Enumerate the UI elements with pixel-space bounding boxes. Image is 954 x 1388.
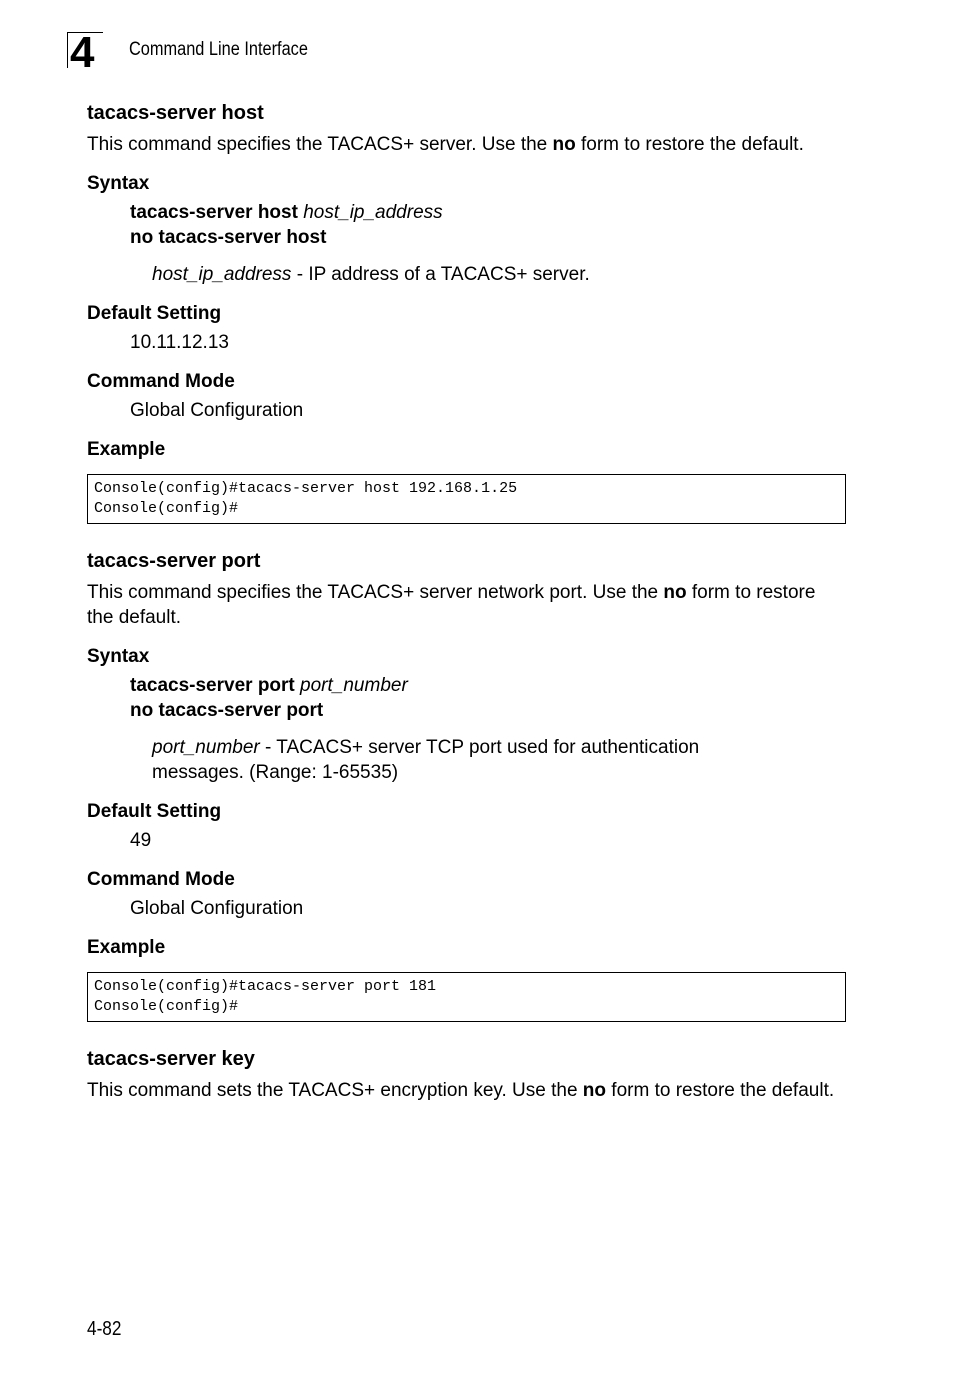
default-value: 10.11.12.13 (130, 332, 229, 353)
code-line: Console(config)# (94, 998, 239, 1015)
desc-text: form to restore the default. (87, 582, 816, 628)
syntax-command (87, 673, 847, 698)
param-desc: - IP address of a TACACS+ server. (291, 264, 590, 285)
command-description (87, 580, 847, 630)
code-line: Console(config)#tacacs-server port 181 (94, 978, 437, 995)
desc-keyword: no (663, 582, 687, 603)
syntax-keyword: tacacs-server port (130, 675, 295, 696)
page-header (67, 28, 367, 77)
desc-keyword: no (582, 1080, 607, 1101)
desc-text: This command specifies the TACACS+ server network port. Use the (87, 582, 664, 603)
default-value: 49 (130, 830, 152, 851)
syntax-heading: Syntax (87, 646, 150, 667)
chapter-number: 4 (67, 32, 103, 68)
mode-heading: Command Mode (87, 371, 235, 392)
syntax-heading: Syntax (87, 173, 150, 194)
desc-text: form to restore the default. (606, 1080, 835, 1101)
desc-keyword: no (552, 134, 576, 155)
param-name: host_ip_address (152, 264, 292, 285)
mode-heading: Command Mode (87, 869, 235, 890)
command-section-port (87, 548, 847, 1022)
command-title: tacacs-server key (87, 1048, 255, 1070)
desc-text: This command sets the TACACS+ encryption key. Use the (87, 1080, 583, 1101)
syntax-param: port_number (300, 675, 408, 696)
desc-text: This command specifies the TACACS+ server. Use the (87, 134, 553, 155)
command-description (87, 132, 847, 157)
default-heading: Default Setting (87, 801, 222, 822)
syntax-param: host_ip_address (303, 202, 443, 223)
command-section-host (87, 100, 847, 524)
syntax-command (87, 200, 847, 225)
command-title: tacacs-server host (87, 102, 264, 124)
mode-value: Global Configuration (130, 898, 304, 919)
chapter-title: Command Line Interface (129, 39, 308, 60)
example-code (87, 972, 846, 1022)
page-content (87, 100, 847, 1103)
mode-value: Global Configuration (130, 400, 304, 421)
command-description (87, 1078, 847, 1103)
syntax-no-command: no tacacs-server port (130, 700, 324, 721)
code-line: Console(config)# (94, 500, 239, 517)
command-title: tacacs-server port (87, 550, 261, 572)
syntax-keyword: tacacs-server host (130, 202, 298, 223)
syntax-no-command: no tacacs-server host (130, 227, 327, 248)
parameter-description (87, 262, 847, 287)
example-heading: Example (87, 937, 166, 958)
example-heading: Example (87, 439, 166, 460)
param-desc: - TACACS+ server TCP port used for authentication messages. (Range: 1-65535) (152, 737, 700, 783)
code-line: Console(config)#tacacs-server host 192.168.1.25 (94, 480, 518, 497)
param-name: port_number (152, 737, 260, 758)
default-heading: Default Setting (87, 303, 222, 324)
parameter-description (87, 735, 847, 785)
page-number: 4-82 (87, 1318, 122, 1340)
command-section-key (87, 1046, 847, 1103)
desc-text: form to restore the default. (575, 134, 804, 155)
example-code (87, 474, 846, 524)
